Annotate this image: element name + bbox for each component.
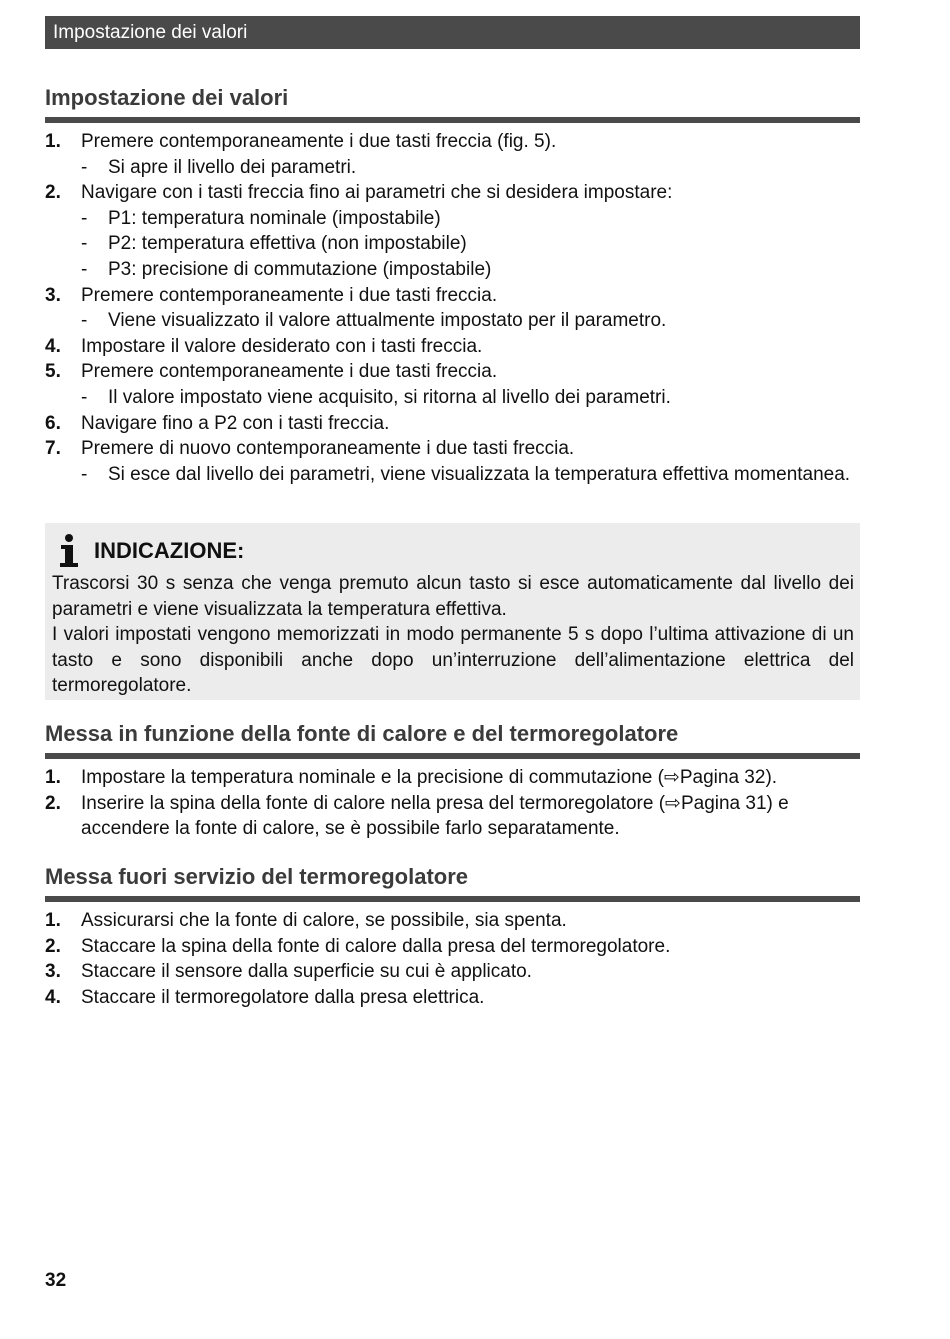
list-item: 1. Premere contemporaneamente i due tasti freccia (fig. 5). — [45, 131, 557, 152]
info-icon — [54, 533, 88, 569]
list-item: 5. Premere contemporaneamente i due tasti freccia. — [45, 361, 498, 383]
page-number: 32 — [45, 1270, 67, 1291]
sub-item: - P2: temperatura effettiva (non impostabile) — [81, 233, 467, 255]
note-header — [52, 533, 854, 569]
section-title: Impostazione dei valori — [45, 84, 860, 123]
running-header-title: Impostazione dei valori — [53, 22, 248, 43]
section-impostazione — [45, 84, 860, 487]
sub-item: - Si apre il livello dei parametri. — [81, 156, 357, 178]
section-messa-in-funzione — [45, 720, 860, 842]
note-paragraph: Trascorsi 30 s senza che venga premuto alcun tasto si esce automaticamente dal livello dei parametri e viene visualizzata la temperatura effettiva. — [52, 573, 854, 620]
list-item: 1. Impostare la temperatura nominale e la precisione di commutazione (⇨Pagina 32). — [45, 767, 778, 788]
sub-item: - P3: precisione di commutazione (impostabile) — [81, 258, 492, 280]
list-item: 4. Staccare il termoregolatore dalla presa elettrica. — [45, 986, 485, 1008]
note-paragraph: I valori impostati vengono memorizzati in modo permanente 5 s dopo l’ultima attivazione di un tasto e sono disponibili anche dopo un’interruzione dell’alimentazione elettrica del termoregolatore. — [52, 624, 854, 697]
list-item: 6. Navigare fino a P2 con i tasti freccia. — [45, 412, 390, 434]
list-item: 3. Staccare il sensore dalla superficie su cui è applicato. — [45, 961, 532, 983]
list-item: 1. Assicurarsi che la fonte di calore, se possibile, sia spenta. — [45, 910, 567, 931]
section-title: Messa in funzione della fonte di calore e del termoregolatore — [45, 720, 860, 759]
list-item: 2. Staccare la spina della fonte di calore dalla presa del termoregolatore. — [45, 935, 671, 957]
sub-item: - Si esce dal livello dei parametri, viene visualizzata la temperatura effettiva momentanea. — [81, 463, 851, 485]
list-item: 3. Premere contemporaneamente i due tasti freccia. — [45, 284, 498, 306]
note-title: INDICAZIONE: — [94, 538, 245, 563]
section-title: Messa fuori servizio del termoregolatore — [45, 863, 860, 902]
steps-list — [45, 908, 860, 1010]
list-item: 4. Impostare il valore desiderato con i tasti freccia. — [45, 335, 483, 357]
sub-item: - P1: temperatura nominale (impostabile) — [81, 207, 441, 229]
running-header — [45, 16, 860, 49]
steps-list — [45, 765, 860, 842]
sub-item: - Viene visualizzato il valore attualmente impostato per il parametro. — [81, 310, 667, 332]
list-item: 2. Navigare con i tasti freccia fino ai parametri che si desidera impostare: — [45, 182, 673, 204]
list-item: 7. Premere di nuovo contemporaneamente i due tasti freccia. — [45, 438, 575, 460]
steps-list — [45, 129, 860, 487]
note-box — [45, 523, 860, 700]
list-item: 2. Inserire la spina della fonte di calore nella presa del termoregolatore (⇨Pagina 31) e accendere la fonte di calore, se è possibile farlo separatamente. — [45, 792, 789, 840]
sub-item: - Il valore impostato viene acquisito, si ritorna al livello dei parametri. — [81, 386, 671, 408]
section-messa-fuori-servizio — [45, 863, 860, 1010]
